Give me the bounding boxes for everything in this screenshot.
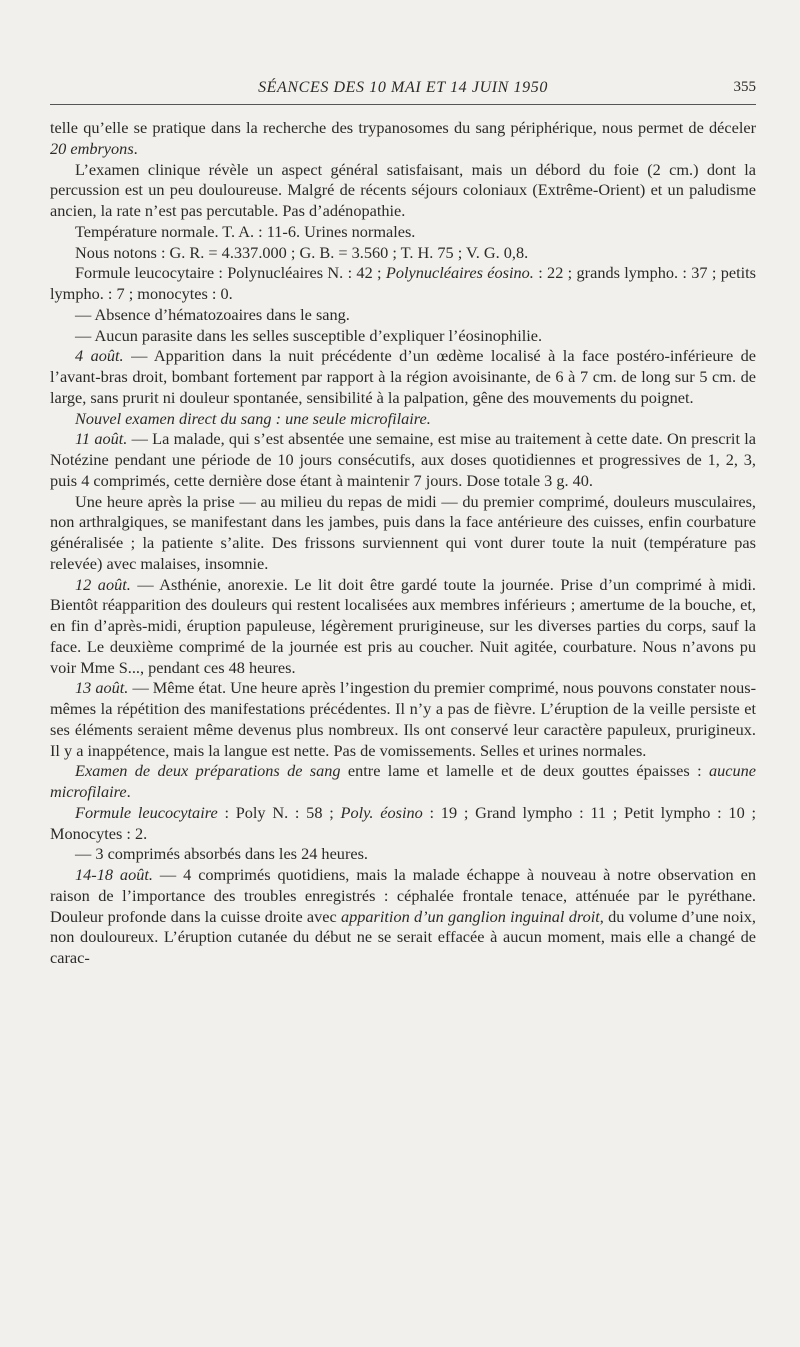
- italic-text: apparition d’un ganglion inguinal droit: [340, 906, 600, 926]
- paragraph: [50, 575, 756, 679]
- text-run: telle qu’elle se pratique dans la recherche des trypanosomes du sang périphérique, nous permet de déceler: [50, 118, 756, 137]
- text-run: L’examen clinique révèle un aspect général satisfaisant, mais un débord du foie (2 cm.) dont la percussion est un peu douloureuse. Malgré de récents séjours coloniaux (Extrême-Orient) et un paludisme ancien, la rate n’est pas percutable. Pas d’adénopathie.: [50, 159, 756, 220]
- text-run: — 3 comprimés absorbés dans les 24 heures.: [75, 844, 368, 864]
- paragraph: [50, 844, 756, 865]
- paragraph: [50, 326, 756, 347]
- text-run: : Poly N. : 58 ;: [217, 802, 341, 822]
- italic-text: Polynucléaires éosino.: [385, 263, 534, 283]
- body-text: [50, 118, 756, 969]
- text-run: — Absence d’hématozoaires dans le sang.: [75, 304, 350, 324]
- text-run: Nous notons : G. R. = 4.337.000 ; G. B. = 3.560 ; T. H. 75 ; V. G. 0,8.: [75, 242, 529, 262]
- paragraph: [50, 222, 756, 243]
- paragraph: [50, 409, 756, 430]
- italic-text: 14-18 août.: [75, 865, 153, 884]
- text-run: Température normale. T. A. : 11-6. Urines normales.: [75, 221, 416, 241]
- italic-text: 12 août.: [75, 574, 131, 594]
- text-run: .: [133, 138, 138, 158]
- italic-text: 20 embryons: [50, 138, 134, 158]
- page-header: [50, 76, 756, 100]
- text-run: — La malade, qui s’est absentée une semaine, est mise au traitement à cette date. On prescrit la Notézine pendant une période de 10 jours consécutifs, aux doses quotidiennes et progressives de 1, 2, 3, puis 4 comprimés, cette dernière dose étant à maintenir 7 jours. Dose totale 3 g. 40.: [50, 429, 756, 490]
- paragraph: [50, 803, 756, 845]
- text-run: Formule leucocytaire : Polynucléaires N. : 42 ;: [75, 263, 386, 283]
- italic-text: 4 août.: [75, 346, 124, 366]
- text-run: .: [126, 782, 131, 801]
- paragraph: [50, 305, 756, 326]
- paragraph: [50, 761, 756, 803]
- italic-text: 13 août.: [75, 678, 129, 698]
- text-run: : 19 ; Grand lympho : 11 ; Petit lympho : 10 ; Monocytes : 2.: [50, 802, 756, 843]
- italic-text: Formule leucocytaire: [75, 802, 218, 822]
- text-run: — Apparition dans la nuit précédente d’un œdème localisé à la face postéro-inférieure de l’avant-bras droit, bombant fortement par rapport à la région avoisinante, de 6 à 7 cm. de long sur 5 cm. de large, sans prurit ni douleur spontanée, sensibilité à la palpation, gêne des mouvements du poignet.: [50, 346, 757, 407]
- paragraph: [50, 865, 756, 969]
- text-run: , du volume d’une noix, non douloureux. L’éruption cutanée du début ne se serait effacée à aucun moment, mais elle a changé de carac-: [50, 906, 756, 967]
- running-title: SÉANCES DES 10 MAI ET 14 JUIN 1950: [258, 79, 548, 96]
- text-run: entre lame et lamelle et de deux gouttes épaisses :: [340, 761, 709, 781]
- paragraph: [50, 243, 756, 264]
- italic-text: Nouvel examen direct du sang : une seule microfilaire.: [75, 408, 431, 428]
- paragraph: [50, 263, 756, 305]
- text-run: : 22 ; grands lympho. : 37 ; petits lympho. : 7 ; monocytes : 0.: [50, 263, 757, 303]
- italic-text: Poly. éosino: [340, 802, 423, 822]
- text-run: Une heure après la prise — au milieu du repas de midi — du premier comprimé, douleurs musculaires, non arthralgiques, se manifestant dans les jambes, puis dans la face antérieure des cuisses, enfin courbature généralisée ; la patiente s’alite. Des frissons surviennent qui vont durer toute la nuit (température pas relevée) avec malaises, insomnie.: [50, 491, 756, 573]
- italic-text: 11 août.: [75, 429, 128, 449]
- paragraph: [50, 492, 756, 575]
- text-run: — Même état. Une heure après l’ingestion du premier comprimé, nous pouvons constater nous-mêmes la répétition des manifestations précédentes. Il n’y a pas de fièvre. L’éruption de la veille persiste et ses éléments seraient même devenus plus nombreux. Ils ont conservé leur caractère papuleux, prurigineux. Il y a inappétence, mais la langue est nette. Pas de vomissements. Selles et urines normales.: [50, 678, 756, 760]
- paragraph: [50, 160, 756, 222]
- header-rule: [50, 104, 756, 105]
- italic-text: aucune microfilaire: [50, 761, 756, 801]
- paragraph: [50, 118, 756, 160]
- text-run: — Asthénie, anorexie. Le lit doit être gardé toute la journée. Prise d’un comprimé à midi. Bientôt réapparition des douleurs qui restent localisées aux membres inférieurs ; amertume de la bouche, et, en fin d’après-midi, éruption papuleuse, légèrement prurigineuse, sur les diverses parties du corps, sauf la face. Le deuxième comprimé de la journée est pris au coucher. Nuit agitée, courbature. Nous n’avons pu voir Mme S..., pendant ces 48 heures.: [50, 574, 756, 677]
- italic-text: Examen de deux préparations de sang: [75, 761, 341, 781]
- paragraph: [50, 429, 756, 491]
- paragraph: [50, 678, 756, 761]
- page-number: 355: [733, 79, 756, 95]
- text-run: — Aucun parasite dans les selles susceptible d’expliquer l’éosinophilie.: [75, 325, 543, 345]
- paragraph: [50, 346, 756, 408]
- text-run: — 4 comprimés quotidiens, mais la malade échappe à nouveau à notre observation en raison de l’importance des troubles enregistrés : céphalée frontale tenace, atténuée par le pyréthane. Douleur profonde dans la cuisse droite avec: [50, 865, 756, 926]
